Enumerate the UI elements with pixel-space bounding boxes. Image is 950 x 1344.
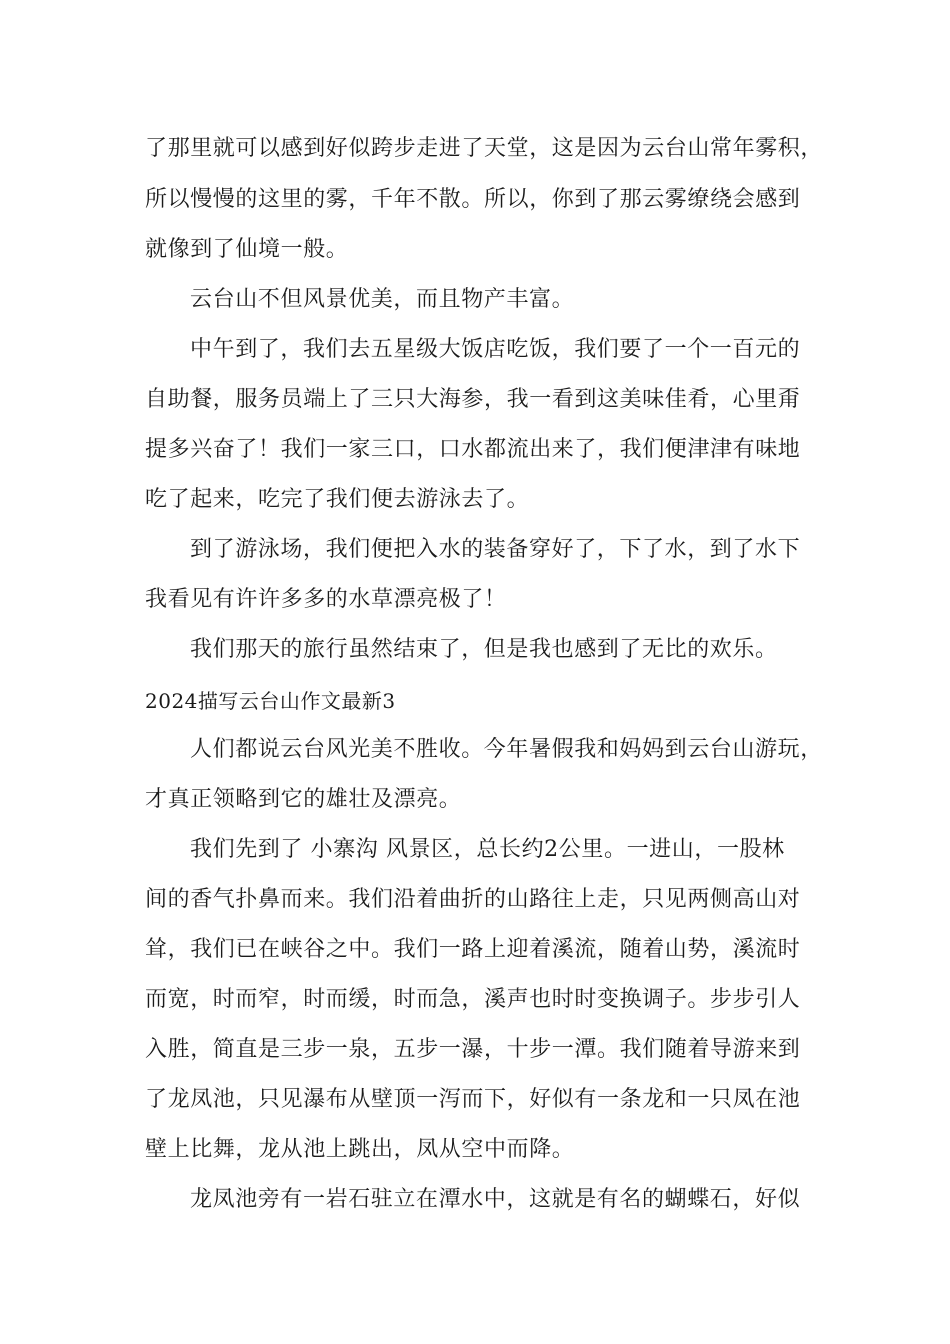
text-line: 入胜，简直是三步一泉，五步一瀑，十步一潭。我们随着导游来到	[145, 1037, 801, 1062]
paragraph-line: 云台山不但风景优美，而且物产丰富。	[190, 287, 575, 312]
paragraph-line: 到了游泳场，我们便把入水的装备穿好了，下了水，到了水下	[190, 537, 801, 562]
text-line: 自助餐，服务员端上了三只大海参，我一看到这美味佳肴，心里甭	[145, 387, 801, 412]
text-line: 壁上比舞，龙从池上跳出，凤从空中而降。	[145, 1137, 575, 1162]
text-line: 而宽，时而窄，时而缓，时而急，溪声也时时变换调子。步步引人	[145, 987, 801, 1012]
section-heading: 2024描写云台山作文最新3	[145, 689, 396, 713]
text-line: 了龙凤池，只见瀑布从壁顶一泻而下，好似有一条龙和一只凤在池	[145, 1087, 801, 1112]
text-line: 间的香气扑鼻而来。我们沿着曲折的山路往上走，只见两侧高山对	[145, 887, 801, 912]
paragraph-line: 人们都说云台风光美不胜收。今年暑假我和妈妈到云台山游玩，	[190, 737, 823, 762]
paragraph-line: 龙凤池旁有一岩石驻立在潭水中，这就是有名的蝴蝶石，好似	[190, 1187, 801, 1212]
text-line: 了那里就可以感到好似跨步走进了天堂，这是因为云台山常年雾积，	[145, 136, 824, 161]
paragraph-line: 我们先到了 小寨沟 风景区，总长约2公里。一进山，一股林	[190, 837, 785, 862]
text-line: 我看见有许许多多的水草漂亮极了！	[145, 587, 507, 612]
paragraph-line: 我们那天的旅行虽然结束了，但是我也感到了无比的欢乐。	[190, 637, 778, 662]
text-line: 就像到了仙境一般。	[145, 237, 349, 262]
text-line: 提多兴奋了！我们一家三口，口水都流出来了，我们便津津有味地	[145, 437, 801, 462]
text-line: 耸，我们已在峡谷之中。我们一路上迎着溪流，随着山势，溪流时	[145, 937, 801, 962]
text-line: 所以慢慢的这里的雾，千年不散。所以，你到了那云雾缭绕会感到	[145, 187, 801, 212]
paragraph-line: 中午到了，我们去五星级大饭店吃饭，我们要了一个一百元的	[190, 337, 801, 362]
text-line: 吃了起来，吃完了我们便去游泳去了。	[145, 487, 530, 512]
text-line: 才真正领略到它的雄壮及漂亮。	[145, 787, 462, 812]
